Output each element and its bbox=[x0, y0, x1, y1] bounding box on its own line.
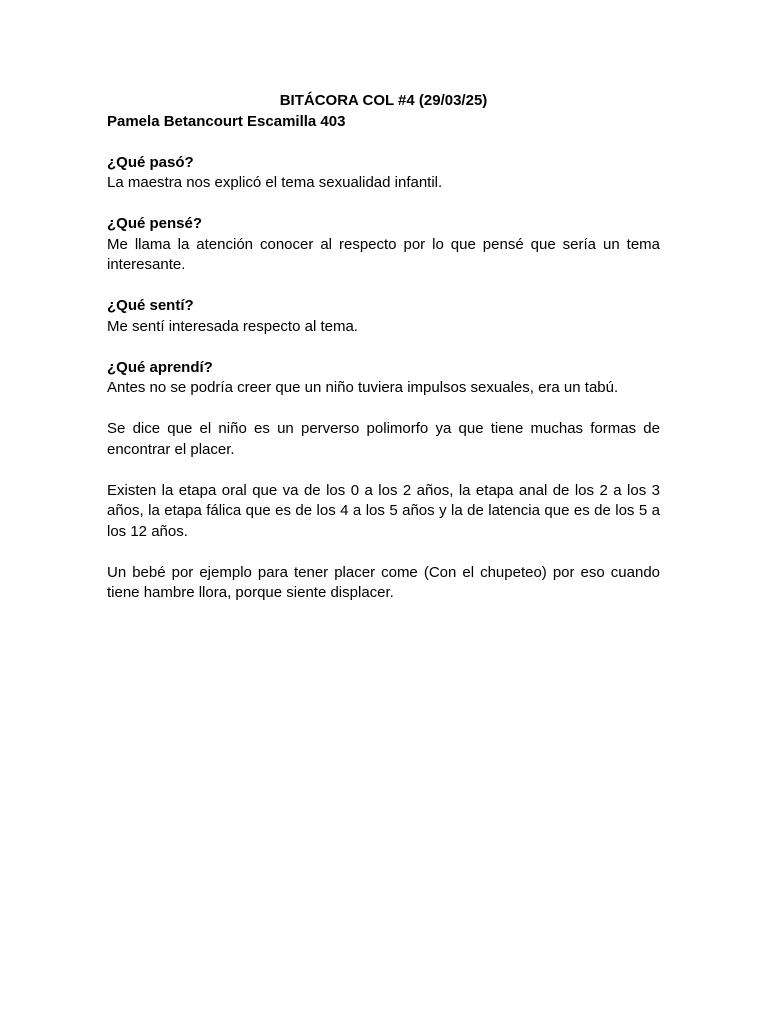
section-heading: ¿Qué sentí? bbox=[107, 297, 194, 314]
section-heading: ¿Qué pasó? bbox=[107, 153, 194, 171]
section-que-aprendi bbox=[107, 358, 660, 604]
section-paragraph: Me llama la atención conocer al respecto por lo que pensé que sería un tema interesante. bbox=[107, 235, 660, 273]
section-paragraph: Se dice que el niño es un perverso polimorfo ya que tiene muchas formas de encontrar el placer. bbox=[107, 420, 660, 458]
document-page bbox=[107, 91, 660, 624]
section-que-paso bbox=[107, 153, 660, 194]
section-paragraph: Me sentí interesada respecto al tema. bbox=[107, 317, 358, 335]
section-que-pense bbox=[107, 214, 660, 276]
document-title: BITÁCORA COL #4 (29/03/25) bbox=[279, 92, 488, 109]
section-paragraph: Existen la etapa oral que va de los 0 a los 2 años, la etapa anal de los 2 a los 3 años, la etapa fálica que es de los 4 a los 5 años y la de latencia que es de los 5 a los 12 años. bbox=[107, 481, 660, 540]
section-paragraph: La maestra nos explicó el tema sexualidad infantil. bbox=[107, 174, 443, 191]
section-paragraph: Un bebé por ejemplo para tener placer come (Con el chupeteo) por eso cuando tiene hambre llora, porque siente displacer. bbox=[107, 563, 660, 601]
section-paragraph: Antes no se podría creer que un niño tuviera impulsos sexuales, era un tabú. bbox=[107, 379, 619, 396]
section-heading: ¿Qué pensé? bbox=[107, 215, 203, 232]
section-heading: ¿Qué aprendí? bbox=[107, 358, 213, 376]
section-que-senti bbox=[107, 296, 660, 337]
author-line: Pamela Betancourt Escamilla 403 bbox=[107, 112, 346, 130]
